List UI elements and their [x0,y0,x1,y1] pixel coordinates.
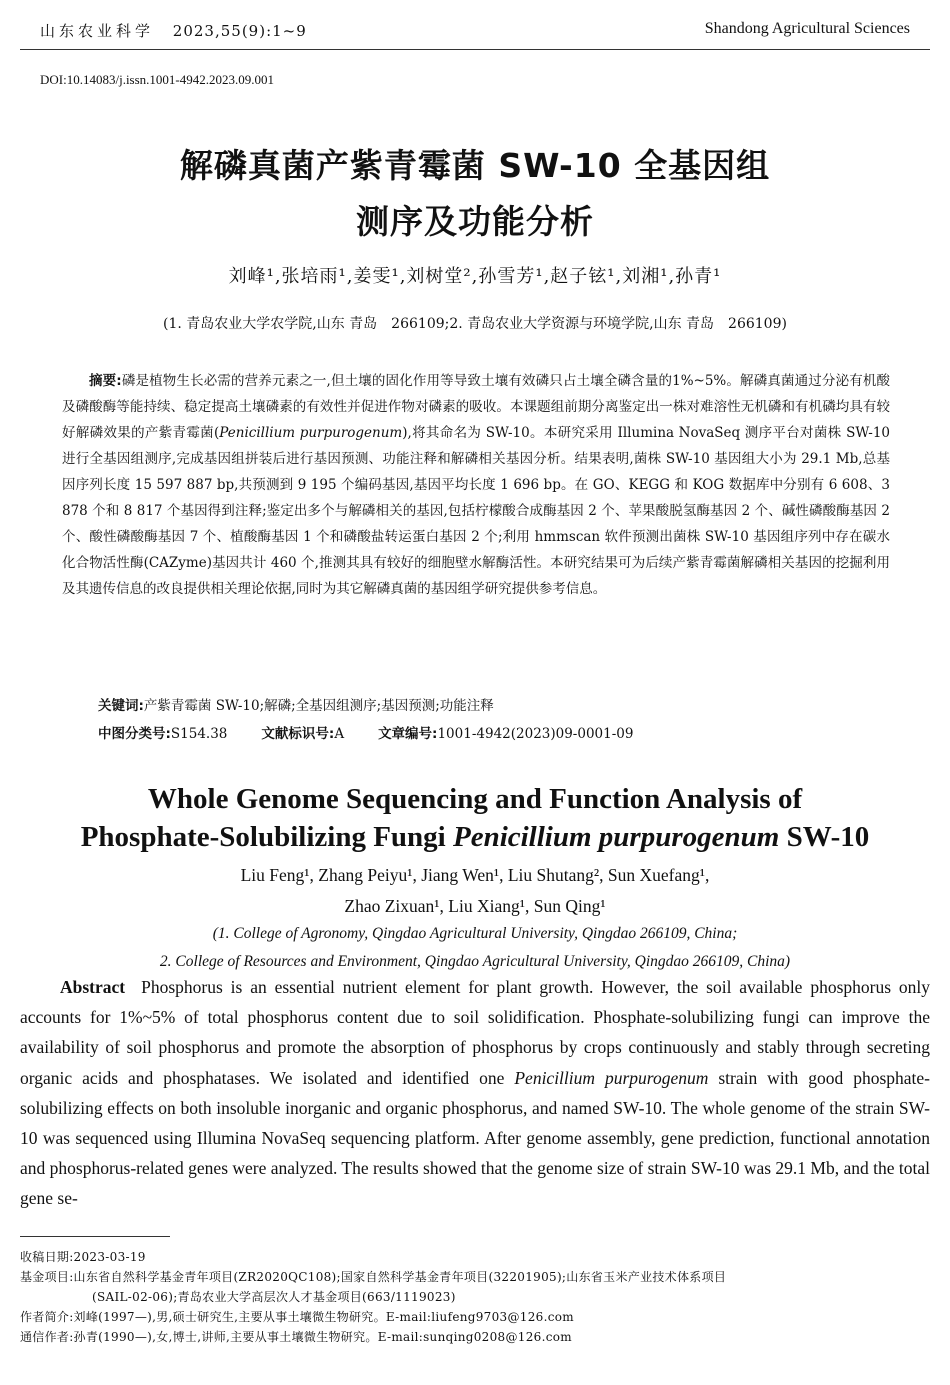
abstract-en-text-2: strain with good phosphate-solubilizing effects on both insoluble inorganic and organic phosphorus, and named SW-10. The whole genome of the strain SW-10 was sequenced using Illumina NovaSeq sequencing platform. After genome assembly, gene prediction, functional annotation and phosphorus-related genes were analyzed. The results showed that the genome size of strain SW-10 was 29.1 Mb, and the total gene se- [20,1067,930,1209]
abstract-cn-text-1: 磷是植物生长必需的营养元素之一,但土壤的固化作用等导致土壤有效磷只占土壤全磷含量的1%~5%。解磷真菌通过分泌有机酸及磷酸酶等能持续、稳定提高土壤磷素的有效性并促进作物对磷素的吸收。本课题组前期分离鉴定出一株对难溶性无机磷和有机磷均具有较好解磷效果的产紫青霉菌( [62,373,891,441]
doc-code-value: A [334,726,345,742]
authors-en-line-2: Zhao Zixuan¹, Liu Xiang¹, Sun Qing¹ [344,896,606,916]
affiliation-en [0,920,950,976]
running-header [40,20,910,46]
abstract-cn-label: 摘要: [89,373,122,389]
doi[interactable]: DOI:10.14083/j.issn.1001-4942.2023.09.001 [40,72,274,87]
doc-code-label: 文献标识号: [261,726,335,742]
title-cn-line-1: 解磷真菌产紫青霉菌 SW-10 全基因组 [179,146,771,185]
affiliation-en-line-2: 2. College of Resources and Environment, Qingdao Agricultural University, Qingdao 266109, China) [159,953,791,970]
article-no-label: 文章编号: [378,726,438,742]
header-left [40,20,307,41]
abstract-en [20,972,930,1214]
abstract-en-species: Penicillium purpurogenum [514,1067,709,1088]
title-en-line-2 [0,818,950,856]
funding-line-2: (SAIL-02-06);青岛农业大学高层次人才基金项目(663/1119023) [92,1289,456,1304]
funding-line-1: 基金项目:山东省自然科学基金青年项目(ZR2020QC108);国家自然科学基金青年项目(32201905);山东省玉米产业技术体系项目 [20,1270,727,1284]
author-list-cn: 刘峰¹,张培雨¹,姜雯¹,刘树堂²,孙雪芳¹,赵子铉¹,刘湘¹,孙青¹ [228,266,722,287]
title-cn-line-2: 测序及功能分析 [356,202,594,241]
journal-name-cn: 山东农业科学 [40,22,155,40]
abstract-en-label: Abstract [60,977,126,997]
title-en-species: Penicillium purpurogenum [452,821,780,853]
title-en-line-1: Whole Genome Sequencing and Function Analysis of [147,783,803,815]
title-en-suffix: SW-10 [779,821,870,853]
volume-info: 2023,55(9):1~9 [172,22,307,40]
keywords-cn [98,694,898,714]
journal-name-en: Shandong Agricultural Sciences [704,20,910,37]
affiliation-cn: (1. 青岛农业大学农学院,山东 青岛 266109;2. 青岛农业大学资源与环境学院,山东 青岛 266109) [163,316,787,332]
author-list-en [0,860,950,922]
footnote-funding [20,1268,930,1307]
footnote-corresponding: 通信作者:孙青(1990—),女,博士,讲师,主要从事土壤微生物研究。E-mail:sunqing0208@126.com [20,1330,572,1344]
affiliation-en-line-1: (1. College of Agronomy, Qingdao Agricultural University, Qingdao 266109, China; [212,925,738,942]
abstract-cn [62,368,890,602]
clc-value: S154.38 [170,726,228,742]
footnote-rule [20,1236,170,1237]
classification-line [98,722,898,742]
article-no-value: 1001-4942(2023)09-0001-09 [437,726,634,742]
authors-en-line-1: Liu Feng¹, Zhang Peiyu¹, Jiang Wen¹, Liu Shutang², Sun Xuefang¹, [240,865,710,885]
footnote-received: 收稿日期:2023-03-19 [20,1250,146,1264]
abstract-en-text-1: Phosphorus is an essential nutrient element for plant growth. However, the soil available phosphorus only accounts for 1%~5% of total phosphorus content due to soil solidification. Phosphate-solubilizing fungi can improve the availability of soil phosphorus and promote the absorption of phosphorus by crops continuously and stably through secreting organic acids and phosphatases. We isolated and identified one [20,977,930,1088]
abstract-cn-species: Penicillium purpurogenum [219,425,403,441]
paper-title-en [0,780,950,856]
title-en-prefix: Phosphate-Solubilizing Fungi [80,821,453,853]
paper-title-cn [0,138,950,250]
footnote-author-bio: 作者简介:刘峰(1997—),男,硕士研究生,主要从事土壤微生物研究。E-mail:liufeng9703@126.com [20,1310,574,1324]
clc-label: 中图分类号: [98,726,171,742]
abstract-cn-text-2: ),将其命名为 SW-10。本研究采用 Illumina NovaSeq 测序平台对菌株 SW-10 进行全基因组测序,完成基因组拼装后进行基因预测、功能注释和解磷相关基因分析。结果表明,菌株 SW-10 基因组大小为 29.1 Mb,总基因序列长度 15 597 887 bp,共预测到 9 195 个编码基因,基因平均长度 1 696 bp。在 GO、KEGG 和 KOG 数据库中分别有 6 608、3 878 个和 8 817 个基因得到注释;鉴定出多个与解磷相关的基因,包括柠檬酸合成酶基因 2 个、苹果酸脱氢酶基因 2 个、碱性磷酸酶基因 2 个、酸性磷酸酶基因 7 个、植酸酶基因 1 个和磷酸盐转运蛋白基因 2 个;利用 hmmscan 软件预测出菌株 SW-10 基因组序列中存在碳水化合物活性酶(CAZyme)基因共计 460 个,推测其具有较好的细胞壁水解酶活性。本研究结果可为后续产紫青霉菌解磷相关基因的挖掘利用及其遗传信息的改良提供相关理论依据,同时为其它解磷真菌的基因组学研究提供参考信息。 [62,425,890,597]
keywords-cn-text: 产紫青霉菌 SW-10;解磷;全基因组测序;基因预测;功能注释 [143,698,494,714]
header-rule [20,49,930,50]
keywords-cn-label: 关键词: [98,698,144,714]
